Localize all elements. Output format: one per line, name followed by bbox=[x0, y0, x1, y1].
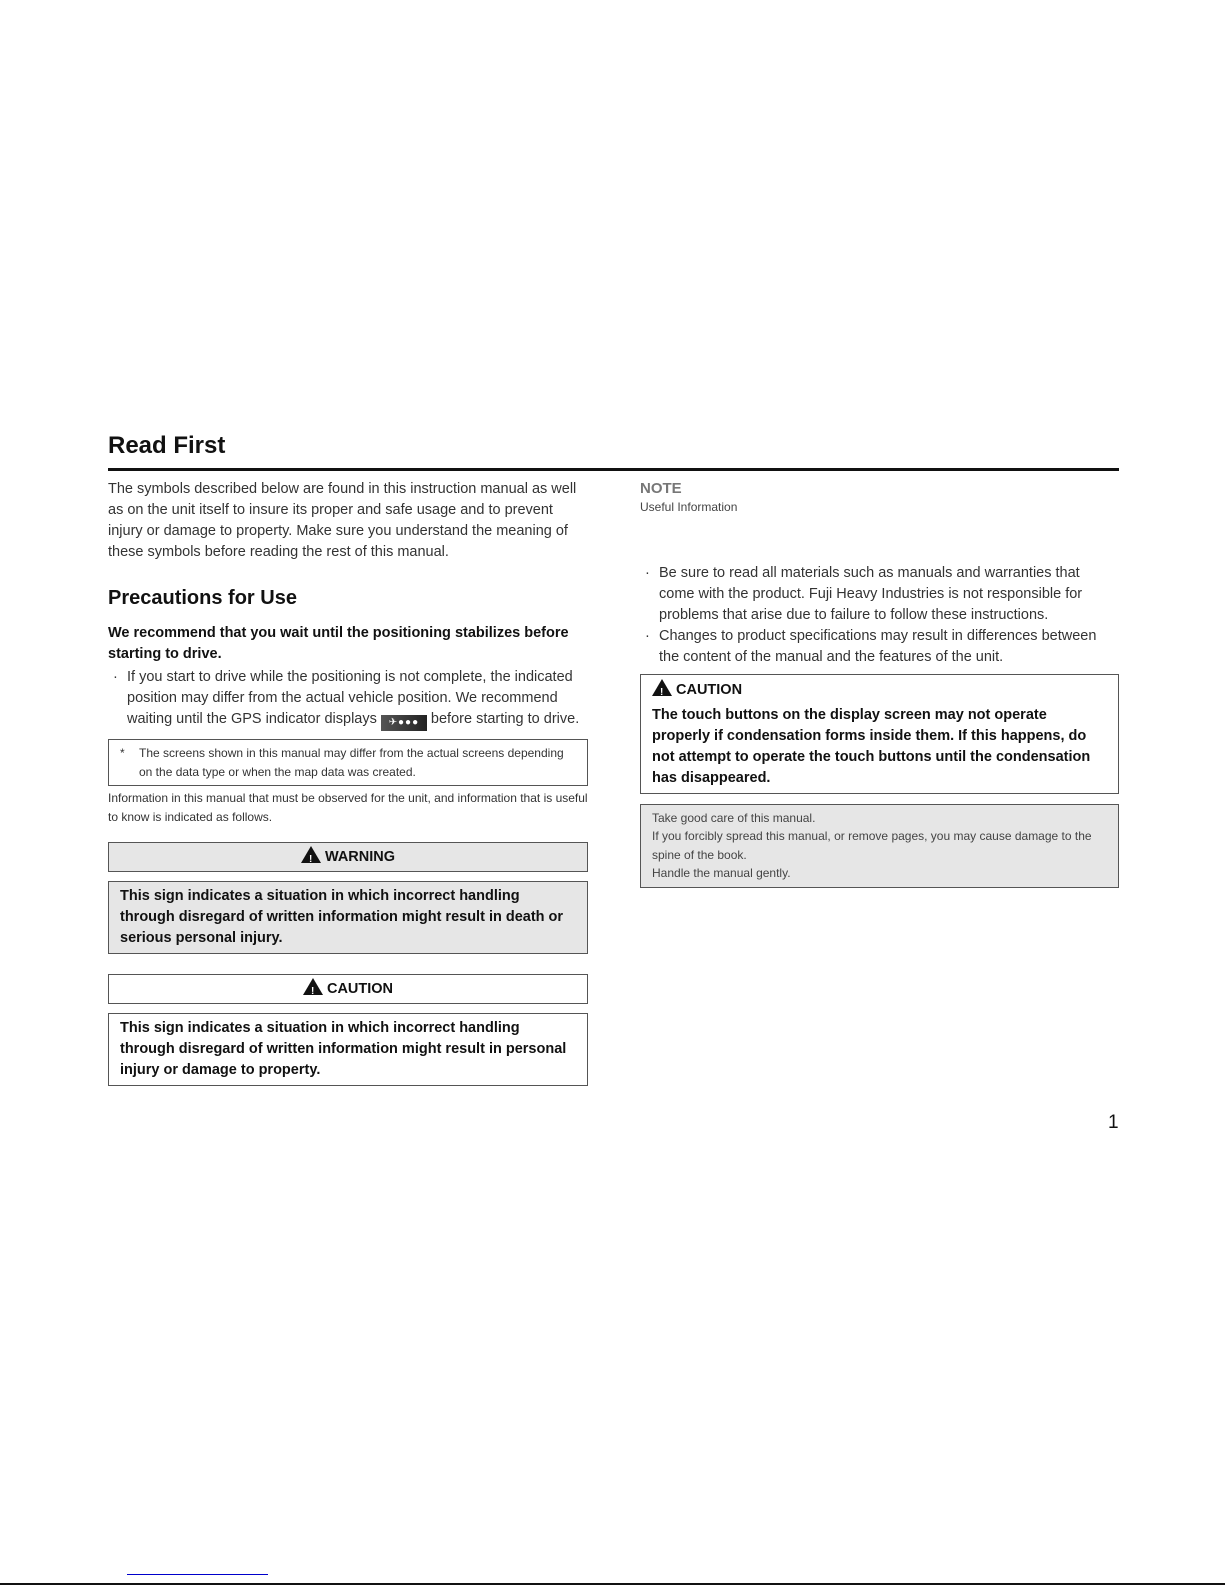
warning-triangle-icon bbox=[652, 679, 672, 696]
right-column bbox=[640, 480, 1119, 888]
page-title: Read First bbox=[108, 432, 226, 459]
caution-box: !CAUTION The touch buttons on the display screen may not operate properly if condensation forms inside them. If this happens, do not attempt to operate the touch buttons until the condensation has disappeared. bbox=[640, 674, 1119, 794]
warning-text-box: This sign indicates a situation in which incorrect handling through disregard of written information might result in death or serious personal injury. bbox=[108, 881, 588, 954]
warning-label-box: !WARNING bbox=[108, 842, 588, 872]
link-underline bbox=[127, 1574, 268, 1575]
intro-text: The symbols described below are found in this instruction manual as well as on the unit itself to insure its proper and safe usage and to prevent injury or damage to property. Make sure you understand the meaning of these symbols before reading the rest of this manual. bbox=[108, 481, 577, 560]
precautions-bold: We recommend that you wait until the positioning stabilizes before starting to drive. bbox=[108, 625, 569, 662]
page-number: 1 bbox=[1108, 1112, 1119, 1133]
precautions-bullet: · If you start to drive while the positioning is not complete, the indicated position may differ from the actual vehicle position. We recommend waiting until the GPS indicator displays ✈●●● before starting to drive. bbox=[108, 667, 588, 731]
care-box: Take good care of this manual. If you forcibly spread this manual, or remove pages, you may cause damage to the spine of the book. Handle the manual gently. bbox=[640, 804, 1119, 888]
warning-triangle-icon bbox=[303, 978, 323, 995]
right-bullet: · Be sure to read all materials such as manuals and warranties that come with the product. Fuji Heavy Industries is not responsible for problems that arise due to failure to follow these instructions. bbox=[640, 563, 1119, 626]
title-rule bbox=[108, 468, 1119, 471]
precautions-heading: Precautions for Use bbox=[108, 587, 297, 609]
note-label: NOTE bbox=[640, 480, 682, 497]
footnote-box: * The screens shown in this manual may differ from the actual screens depending on the data type or when the map data was created. bbox=[108, 739, 588, 786]
info-text: Information in this manual that must be observed for the unit, and information that is useful to know is indicated as follows. bbox=[108, 791, 588, 824]
left-column bbox=[108, 479, 588, 1086]
right-bullet: · Changes to product specifications may result in differences between the content of the manual and the features of the unit. bbox=[640, 626, 1119, 668]
caution-label-box: !CAUTION bbox=[108, 974, 588, 1004]
warning-triangle-icon bbox=[301, 846, 321, 863]
caution-text-box: This sign indicates a situation in which incorrect handling through disregard of written information might result in personal injury or damage to property. bbox=[108, 1013, 588, 1086]
gps-indicator-icon: ✈●●● bbox=[381, 715, 427, 731]
note-text: Useful Information bbox=[640, 500, 738, 514]
